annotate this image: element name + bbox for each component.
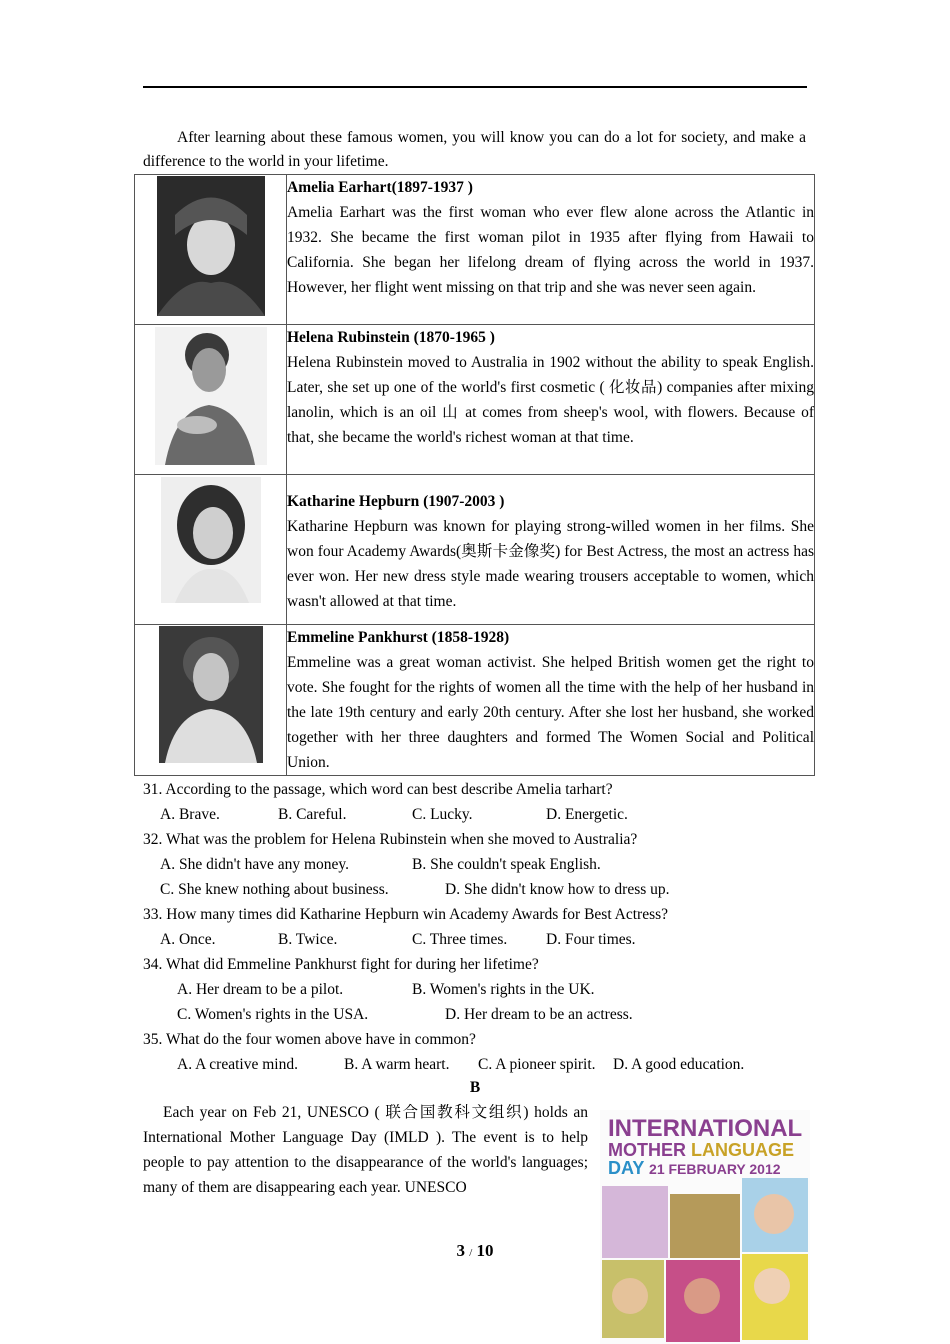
question-33: 33. How many times did Katharine Hepburn win Academy Awards for Best Actress? <box>143 906 669 923</box>
page-current: 3 <box>456 1241 465 1260</box>
photo-cell <box>135 175 287 325</box>
option-a: A. Her dream to be a pilot. <box>177 981 344 998</box>
page-separator: / <box>469 1247 473 1259</box>
poster-mother: MOTHER <box>608 1140 691 1160</box>
photo-cell <box>135 325 287 475</box>
option-b: B. Twice. <box>278 931 338 948</box>
option-d: D. Four times. <box>546 931 636 948</box>
section-b-passage <box>143 1100 588 1200</box>
poster-title-line1: INTERNATIONAL <box>608 1115 803 1142</box>
woman-description-cell <box>287 325 815 475</box>
option-a: A. Once. <box>160 931 216 948</box>
photo-cell <box>135 625 287 776</box>
poster-day: DAY <box>608 1158 650 1178</box>
question-34-options-ab <box>143 977 813 1002</box>
table-row <box>135 325 815 475</box>
intro-text: After learning about these famous women, you will know you can do a lot for society, and make a difference to the world in your lifetime. <box>143 129 806 170</box>
question-32-options-ab <box>143 852 813 877</box>
question-34-options-cd <box>143 1002 813 1027</box>
question-35-options <box>143 1052 813 1077</box>
intro-paragraph <box>143 126 806 174</box>
option-a: A. She didn't have any money. <box>160 856 350 873</box>
table-row <box>135 475 815 625</box>
option-a: A. Brave. <box>160 806 220 823</box>
option-c: C. A pioneer spirit. <box>478 1056 596 1073</box>
woman-name: Helena Rubinstein (1870-1965 ) <box>287 329 495 346</box>
mother-language-day-poster <box>600 1110 810 1344</box>
question-32: 32. What was the problem for Helena Rubinstein when she moved to Australia? <box>143 831 638 848</box>
woman-description: Emmeline was a great woman activist. She helped British women get the right to vote. She fought for the rights of women all the time with the help of her husband in the late 19th century and early 20th century. After she lost her husband, she worked together with her three daughters and formed The Women Social and Political Union. <box>287 654 814 771</box>
helena-rubinstein-photo <box>135 325 286 474</box>
option-d: D. Her dream to be an actress. <box>445 1006 633 1023</box>
woman-name: Amelia Earhart(1897-1937 ) <box>287 179 473 196</box>
option-c: C. She knew nothing about business. <box>160 881 389 898</box>
question-34: 34. What did Emmeline Pankhurst fight for during her lifetime? <box>143 956 539 973</box>
woman-description-cell <box>287 625 815 776</box>
option-d: D. Energetic. <box>546 806 628 823</box>
option-b: B. Careful. <box>278 806 347 823</box>
option-b: B. Women's rights in the UK. <box>412 981 595 998</box>
header-rule <box>143 86 807 88</box>
woman-description-cell <box>287 175 815 325</box>
emmeline-pankhurst-photo <box>135 625 286 774</box>
section-b-text: Each year on Feb 21, UNESCO ( 联合国教科文组织) holds an International Mother Language Day (IMLD ). The event is to help people to pay attention to the disappearance of the world's languages; many of them are disappearing each year. UNESCO <box>143 1104 588 1196</box>
woman-name: Katharine Hepburn (1907-2003 ) <box>287 493 505 510</box>
famous-women-table <box>134 174 815 776</box>
poster-title-line3 <box>608 1158 781 1178</box>
option-d: D. A good education. <box>613 1056 745 1073</box>
question-31: 31. According to the passage, which word can best describe Amelia tarhart? <box>143 781 613 798</box>
option-c: C. Women's rights in the USA. <box>177 1006 369 1023</box>
woman-description-cell <box>287 475 815 625</box>
option-d: D. She didn't know how to dress up. <box>445 881 670 898</box>
poster-date: 21 FEBRUARY 2012 <box>649 1161 781 1177</box>
option-c: C. Lucky. <box>412 806 473 823</box>
poster-title-line2 <box>608 1140 794 1160</box>
photo-cell <box>135 475 287 625</box>
page-total: 10 <box>476 1241 494 1260</box>
woman-description: Amelia Earhart was the first woman who ever flew alone across the Atlantic in 1932. She became the first woman pilot in 1935 after flying from Hawaii to California. She began her lifelong dream of flying across the world in 1937. However, her flight went missing on that trip and she was never seen again. <box>287 204 814 296</box>
option-b: B. She couldn't speak English. <box>412 856 601 873</box>
page-number <box>0 1241 950 1261</box>
questions-section <box>143 777 813 1077</box>
woman-name: Emmeline Pankhurst (1858-1928) <box>287 629 510 646</box>
option-b: B. A warm heart. <box>344 1056 450 1073</box>
question-32-options-cd <box>143 877 813 902</box>
amelia-earhart-photo <box>135 175 286 324</box>
woman-description: Katharine Hepburn was known for playing strong-willed women in her films. She won four Academy Awards(奥斯卡金像奖) for Best Actress, the most an actress has ever won. Her new dress style made wearing trousers acceptable to women, which wasn't allowed at that time. <box>287 518 814 610</box>
question-35: 35. What do the four women above have in common? <box>143 1031 476 1048</box>
option-c: C. Three times. <box>412 931 508 948</box>
question-31-options <box>143 802 813 827</box>
section-b-heading: B <box>469 1079 481 1096</box>
option-a: A. A creative mind. <box>177 1056 298 1073</box>
woman-description: Helena Rubinstein moved to Australia in 1902 without the ability to speak English. Later, she set up one of the world's first cosmetic ( 化妆品) companies after mixing lanolin, which is an oil 山 at comes from sheep's wool, with flowers. Because of that, she became the world's richest woman at that time. <box>287 354 814 446</box>
table-row <box>135 625 815 776</box>
table-row <box>135 175 815 325</box>
poster-language: LANGUAGE <box>691 1140 794 1160</box>
question-33-options <box>143 927 813 952</box>
katharine-hepburn-photo <box>135 475 286 624</box>
